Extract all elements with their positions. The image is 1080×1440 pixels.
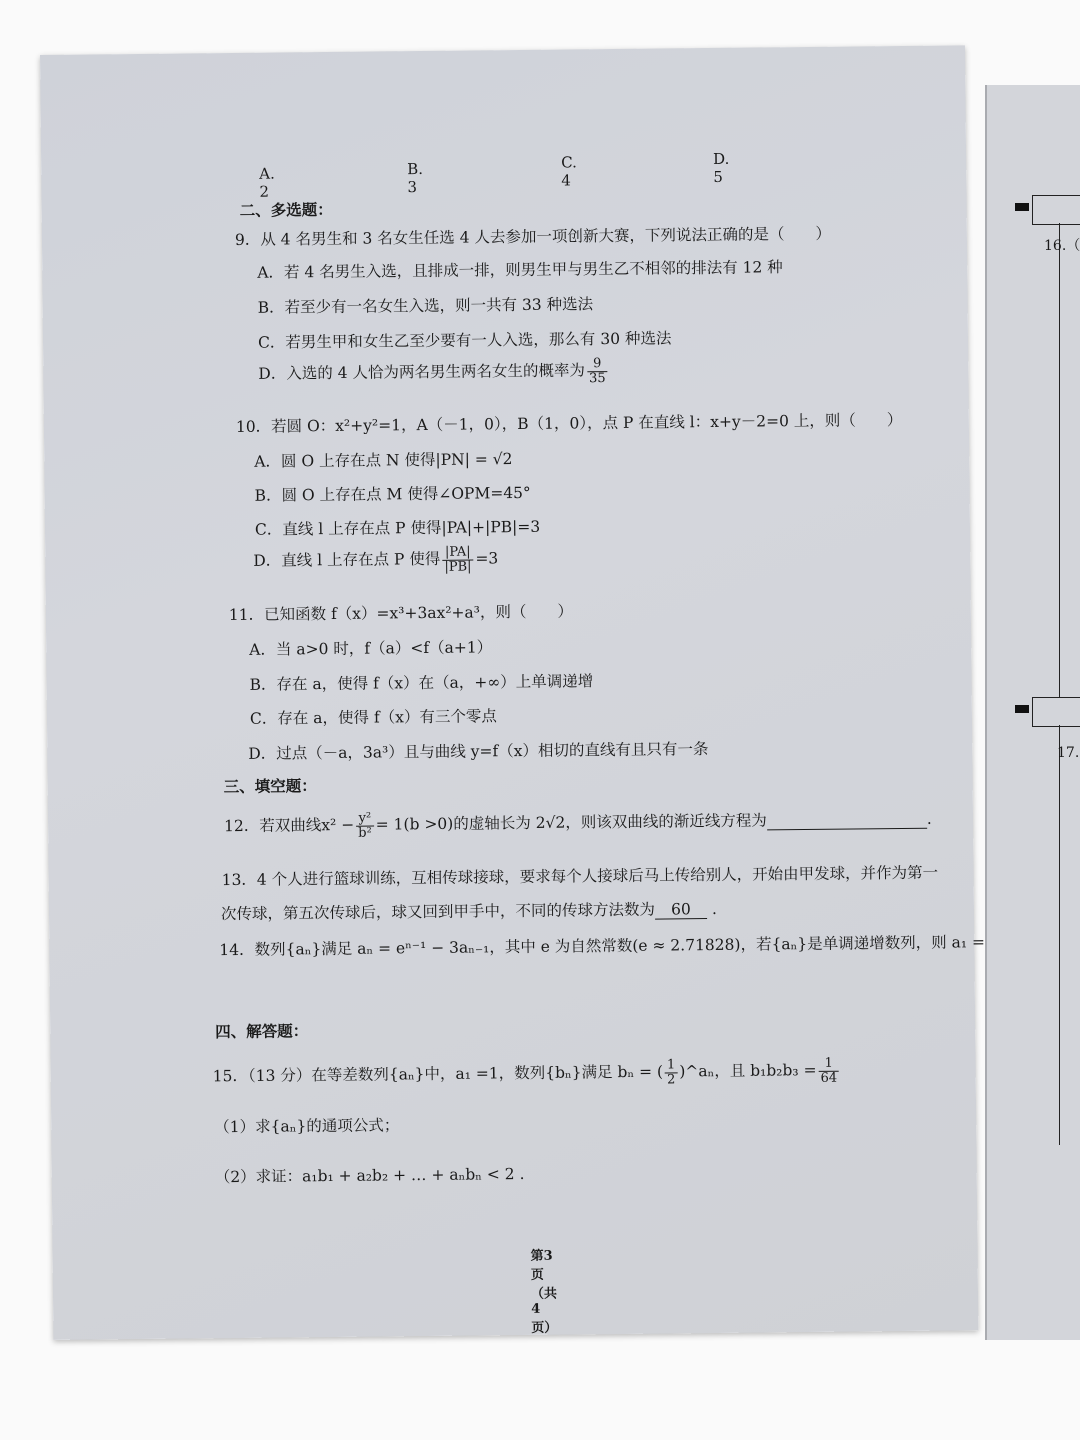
q10-option-d <box>253 545 498 576</box>
q12-text-end: = 1(b >0)的虚轴长为 2√2，则该双曲线的渐近线方程为 <box>375 811 767 834</box>
fraction-denominator: 64 <box>820 1070 838 1086</box>
q13-line1: 13．4 个人进行篮球训练，互相传球接球，要求每个人接球后马上传给别人，开始由甲发球，并作为第一 <box>221 863 939 890</box>
q14 <box>219 930 1018 960</box>
q12 <box>224 806 932 842</box>
fraction <box>442 545 473 574</box>
choice-c: C. 4 <box>561 153 577 190</box>
adjacent-page <box>985 85 1080 1340</box>
answer-blank: 60 <box>655 900 707 920</box>
q10-stem: 10．若圆 O：x²+y²=1，A（－1，0），B（1，0），点 P 在直线 l：x+y－2=0 上，则（ ） <box>235 410 903 436</box>
q14-text: 14．数列{aₙ}满足 aₙ = eⁿ⁻¹ − 3aₙ₋₁，其中 e 为自然常数(e ≈ 2.71828)，若{aₙ}是单调递增数列，则 a₁ = <box>219 933 986 960</box>
q15-stem <box>213 1057 842 1092</box>
q16-label: 16.（ <box>1044 238 1080 254</box>
q11-option-b: B．存在 a，使得 f（x）在（a，+∞）上单调递增 <box>249 672 594 694</box>
answer-box-border <box>1059 725 1060 1145</box>
q15-stem-mid: )^aₙ，且 b₁b₂b₃ = <box>679 1061 817 1081</box>
q12-text-start: 12．若双曲线x² − <box>223 815 355 836</box>
choice-a: A. 2 <box>259 164 275 201</box>
fraction-numerator: 1 <box>665 1058 677 1073</box>
fraction <box>665 1058 678 1086</box>
answer-box-border <box>1059 223 1060 697</box>
q9-option-b: B．若至少有一名女生入选，则一共有 33 种选法 <box>257 295 594 317</box>
q11-option-d: D．过点（－a，3a³）且与曲线 y=f（x）相切的直线有且只有一条 <box>248 740 709 763</box>
fraction-denominator: b² <box>358 825 372 841</box>
q9-option-a: A．若 4 名男生入选，且排成一排，则男生甲与男生乙不相邻的排法有 12 种 <box>257 258 783 282</box>
fraction-numerator: 1 <box>818 1057 839 1072</box>
q9-option-d <box>258 357 609 389</box>
answer-box-header <box>1032 697 1080 727</box>
q9-option-c: C．若男生甲和女生乙至少要有一人入选，那么有 30 种选法 <box>257 329 672 352</box>
section-solution: 四、解答题： <box>215 1021 309 1042</box>
q10-option-b: B．圆 O 上存在点 M 使得∠OPM=45° <box>254 483 531 505</box>
registration-mark <box>1015 705 1029 713</box>
q11-option-c: C．存在 a，使得 f（x）有三个零点 <box>249 707 497 728</box>
fraction-numerator: y² <box>356 812 374 827</box>
choice-b: B. 3 <box>407 159 424 197</box>
q10-option-a: A．圆 O 上存在点 N 使得|PN| = √2 <box>254 450 513 471</box>
fraction-denominator: |PB| <box>444 559 472 575</box>
section-multiple-choice: 二、多选题： <box>239 199 333 220</box>
section-fill-in: 三、填空题： <box>223 776 317 797</box>
q15-part1: （1）求{aₙ}的通项公式； <box>214 1116 400 1137</box>
q15-part2: （2）求证：a₁b₁ + a₂b₂ + … + aₙbₙ < 2 . <box>214 1164 525 1187</box>
fraction-denominator: 35 <box>588 370 606 386</box>
q10-option-c: C．直线 l 上存在点 P 使得|PA|+|PB|=3 <box>254 517 541 539</box>
page-footer: 第3页（共4页） <box>530 1248 558 1336</box>
answer-blank <box>767 810 927 831</box>
q10-option-d-text: D．直线 l 上存在点 P 使得 <box>253 549 441 570</box>
fraction-numerator: 9 <box>587 357 608 372</box>
q17-label: 17. <box>1057 745 1080 761</box>
q12-period: . <box>926 809 932 828</box>
q11-stem: 11．已知函数 f（x）=x³+3ax²+a³，则（ ） <box>228 602 574 625</box>
fraction <box>818 1057 839 1085</box>
q13-line2-text: 次传球，第五次传球后，球又回到甲手中，不同的传球方法数为 <box>220 900 656 924</box>
fraction <box>587 357 608 385</box>
exam-page <box>40 45 986 1340</box>
registration-mark <box>1015 203 1029 211</box>
q10-option-d-end: =3 <box>475 549 499 568</box>
answer-box-header <box>1032 195 1080 225</box>
choice-d: D. 5 <box>713 149 730 186</box>
q11-option-a: A．当 a>0 时，f（a）<f（a+1） <box>249 638 493 659</box>
q13-line2 <box>221 897 717 924</box>
q9-option-d-text: D．入选的 4 人恰为两名男生两名女生的概率为 <box>258 361 586 383</box>
q13-period: . <box>711 899 717 919</box>
fraction-denominator: 2 <box>667 1072 676 1088</box>
q15-stem-start: 15．（13 分）在等差数列{aₙ}中，a₁ =1，数列{bₙ}满足 bₙ = ( <box>212 1062 664 1086</box>
fraction-numerator: |PA| <box>442 545 473 560</box>
fraction <box>356 812 374 840</box>
q9-stem: 9．从 4 名男生和 3 名女生任选 4 人去参加一项创新大赛，下列说法正确的是（ ） <box>234 224 832 249</box>
